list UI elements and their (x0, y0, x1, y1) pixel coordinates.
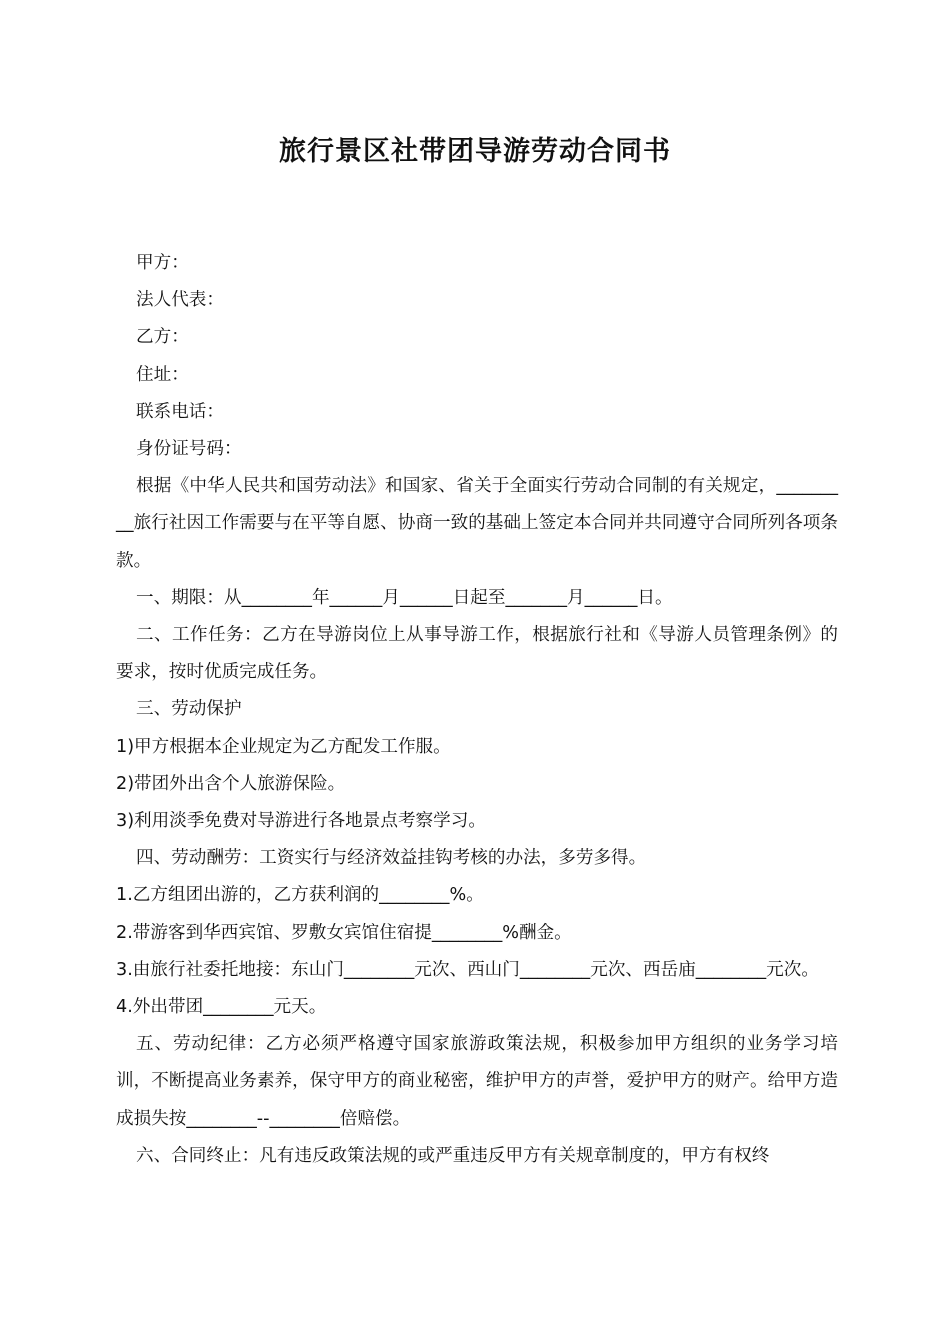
address-line: 住址： (136, 364, 189, 385)
phone-line: 联系电话： (136, 401, 224, 422)
document-body (116, 245, 838, 1175)
remuneration-item-4: 4.外出带团________元天。 (116, 997, 327, 1018)
protection-item-1: 1)甲方根据本企业规定为乙方配发工作服。 (116, 736, 451, 757)
clause-labor-protection: 三、劳动保护 (136, 699, 242, 720)
preamble-paragraph: 根据《中华人民共和国劳动法》和国家、省关于全面实行劳动合同制的有关规定，_________旅行社因工作需要与在平等自愿、协商一致的基础上签定本合同并共同遵守合同所列各项条款。 (116, 476, 838, 571)
clause-term: 一、期限：从________年______月______日起至_______月______日。 (136, 587, 673, 608)
party-b-line: 乙方： (136, 327, 189, 348)
clause-termination: 六、合同终止：凡有违反政策法规的或严重违反甲方有关规章制度的，甲方有权终 (136, 1145, 770, 1166)
id-number-line: 身份证号码： (136, 439, 242, 460)
remuneration-item-3: 3.由旅行社委托地接：东山门________元次、西山门________元次、西岳庙________元次。 (116, 959, 819, 980)
remuneration-item-2: 2.带游客到华西宾馆、罗敷女宾馆住宿提________%酬金。 (116, 922, 572, 943)
protection-item-2: 2)带团外出含个人旅游保险。 (116, 773, 346, 794)
protection-item-3: 3)利用淡季免费对导游进行各地景点考察学习。 (116, 811, 486, 832)
clause-remuneration: 四、劳动酬劳：工资实行与经济效益挂钩考核的办法，多劳多得。 (136, 848, 647, 869)
remuneration-item-1: 1.乙方组团出游的，乙方获利润的________%。 (116, 885, 484, 906)
document-title: 旅行景区社带团导游劳动合同书 (279, 136, 671, 167)
legal-representative-line: 法人代表： (136, 290, 224, 311)
party-a-line: 甲方： (136, 253, 189, 273)
clause-discipline: 五、劳动纪律：乙方必须严格遵守国家旅游政策法规，积极参加甲方组织的业务学习培训，不断提高业务素养，保守甲方的商业秘密，维护甲方的声誉，爱护甲方的财产。给甲方造成损失按________--________倍赔偿。 (116, 1034, 838, 1129)
clause-work-task: 二、工作任务：乙方在导游岗位上从事导游工作，根据旅行社和《导游人员管理条例》的要求，按时优质完成任务。 (116, 625, 838, 683)
